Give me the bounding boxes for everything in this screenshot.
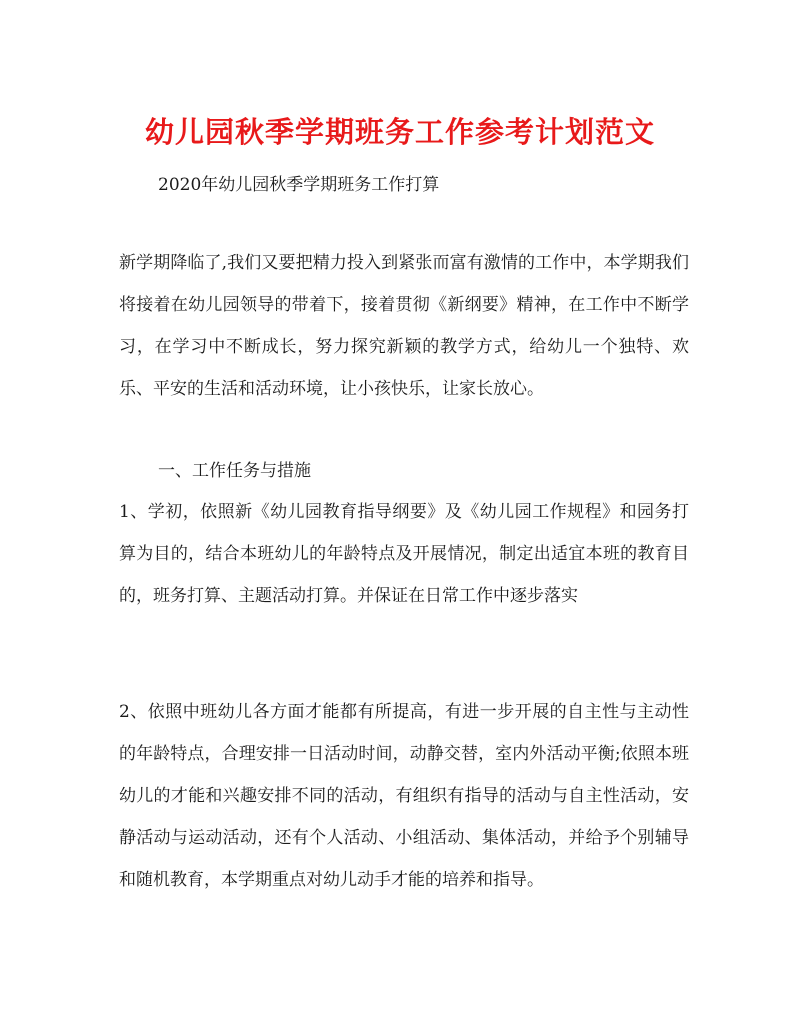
section-heading: 一、工作任务与措施 <box>158 461 311 481</box>
document-subtitle: 2020年幼儿园秋季学期班务工作打算 <box>158 175 440 195</box>
list-item-1: 1、学初，依照新《幼儿园教育指导纲要》及《幼儿园工作规程》和园务打算为目的，结合本班幼儿的年龄特点及开展情况，制定出适宜本班的教育目的，班务打算、主题活动打算。并保证在日常工作中逐步落实 <box>119 502 689 606</box>
document-title: 幼儿园秋季学期班务工作参考计划范文 <box>144 115 655 149</box>
intro-paragraph: 新学期降临了,我们又要把精力投入到紧张而富有激情的工作中，本学期我们将接着在幼儿园领导的带着下，接着贯彻《新纲要》精神，在工作中不断学习，在学习中不断成长，努力探究新颖的教学方式，给幼儿一个独特、欢乐、平安的生活和活动环境，让小孩快乐，让家长放心。 <box>119 253 689 399</box>
list-item-2: 2、依照中班幼儿各方面才能都有所提高，有进一步开展的自主性与主动性的年龄特点，合理安排一日活动时间，动静交替，室内外活动平衡;依照本班幼儿的才能和兴趣安排不同的活动，有组织有指导的活动与自主性活动，安静活动与运动活动，还有个人活动、小组活动、集体活动，并给予个别辅导和随机教育，本学期重点对幼儿动手才能的培养和指导。 <box>119 702 689 890</box>
